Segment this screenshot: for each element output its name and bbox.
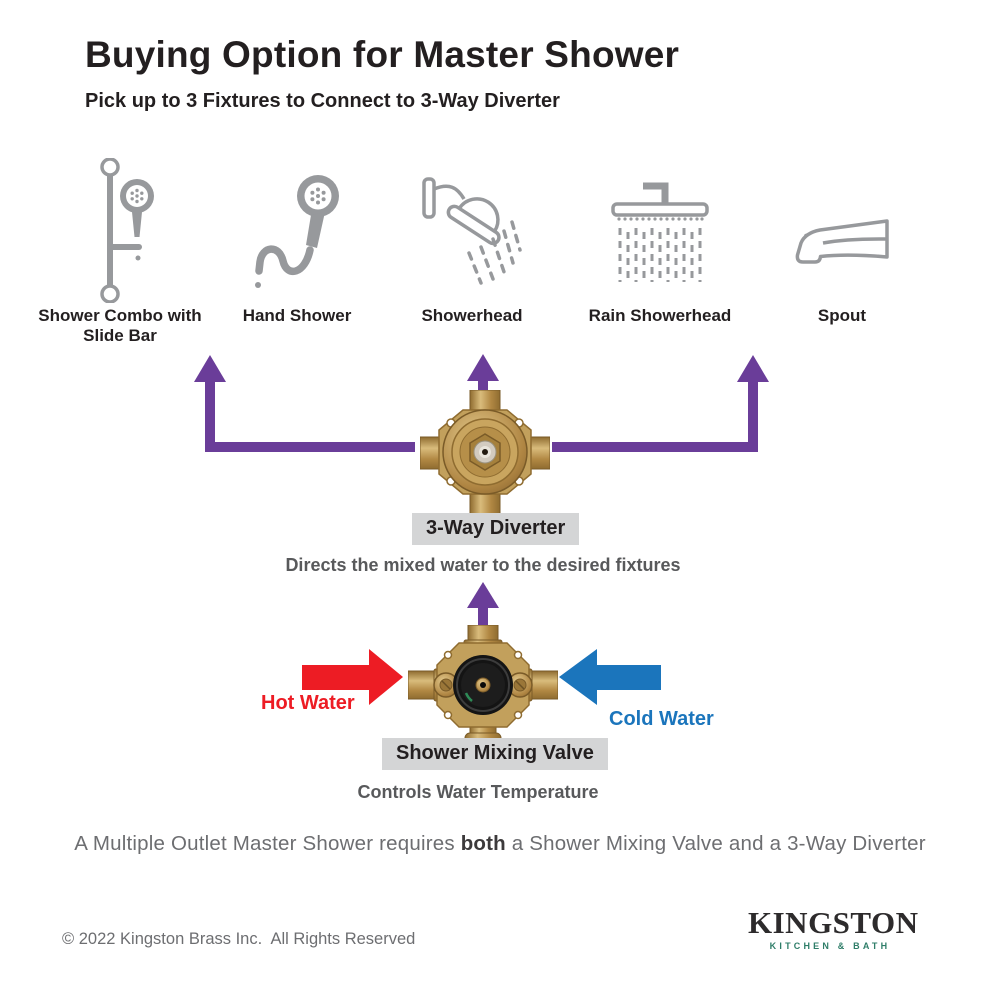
hot-water-label: Hot Water xyxy=(261,692,355,714)
cold-water-arrow xyxy=(559,649,661,705)
summary-suffix: a Shower Mixing Valve and a 3-Way Diverter xyxy=(505,832,926,855)
three-way-diverter-image xyxy=(420,390,550,515)
diverter-label: 3-Way Diverter xyxy=(412,513,579,545)
copyright-text: © 2022 Kingston Brass Inc. All Rights Reserved xyxy=(62,930,416,948)
arrowhead-valve-up xyxy=(467,582,499,608)
kingston-logo-tagline: KITCHEN & BATH xyxy=(769,941,891,952)
cold-water-label: Cold Water xyxy=(609,708,714,730)
page-title: Buying Option for Master Shower xyxy=(85,34,680,75)
fixture-label: Spout xyxy=(817,306,867,325)
arrowhead-left-up xyxy=(194,355,226,382)
diverter-left-connector xyxy=(210,381,415,447)
shower-mixing-valve-image xyxy=(408,625,558,747)
summary-sentence xyxy=(0,832,1000,856)
fixture-label: Hand Shower xyxy=(242,306,352,325)
kingston-logo-wordmark: KINGSTON xyxy=(748,905,919,940)
arrowhead-right-up xyxy=(737,355,769,382)
fixture-label: Showerhead xyxy=(421,306,523,325)
mixing-valve-description: Controls Water Temperature xyxy=(357,782,599,802)
kingston-logo xyxy=(748,905,919,952)
arrowhead-center-up xyxy=(467,354,499,381)
diverter-description: Directs the mixed water to the desired fixtures xyxy=(285,555,681,575)
page-subtitle: Pick up to 3 Fixtures to Connect to 3-Way Diverter xyxy=(85,90,560,112)
fixture-label: Shower Combo with Slide Bar xyxy=(38,306,202,345)
summary-bold: both xyxy=(460,832,506,855)
mixing-valve-label: Shower Mixing Valve xyxy=(382,738,608,770)
diverter-right-connector xyxy=(552,381,753,447)
fixture-label: Rain Showerhead xyxy=(588,306,732,325)
summary-prefix: A Multiple Outlet Master Shower requires xyxy=(74,832,461,855)
